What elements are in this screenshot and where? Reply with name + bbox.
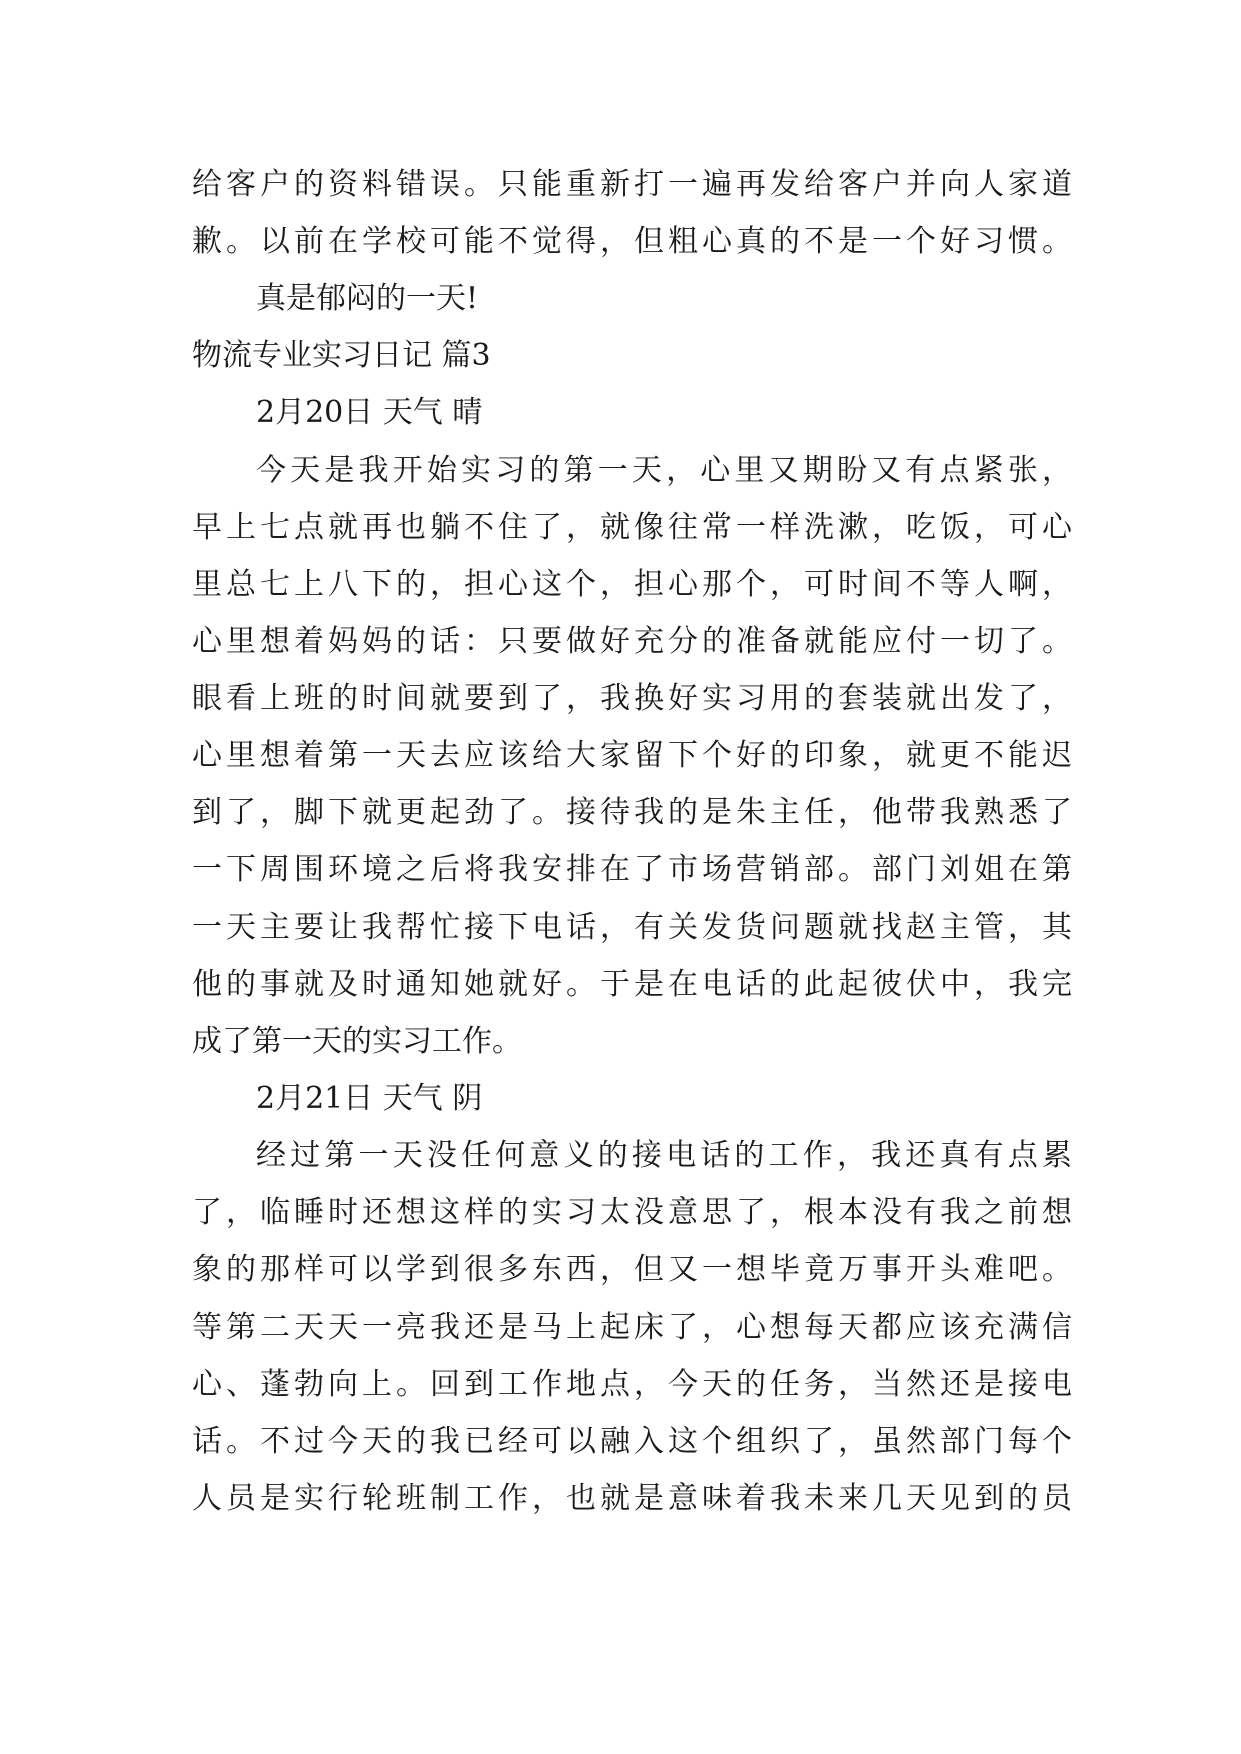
paragraph-line: 成了第一天的实习工作。	[192, 1024, 522, 1059]
paragraph-line: 他的事就及时通知她就好。于是在电话的此起彼伏中，我完	[192, 967, 1072, 1002]
paragraph-line: 心里想着妈妈的话：只要做好充分的准备就能应付一切了。	[192, 624, 1072, 659]
paragraph-line: 人员是实行轮班制工作，也就是意味着我未来几天见到的员	[192, 1481, 1072, 1516]
paragraph-line: 早上七点就再也躺不住了，就像往常一样洗漱，吃饭，可心	[192, 510, 1072, 545]
paragraph-line: 给客户的资料错误。只能重新打一遍再发给客户并向人家道	[192, 167, 1072, 202]
paragraph-line: 经过第一天没任何意义的接电话的工作，我还真有点累	[256, 1138, 1072, 1173]
paragraph-line: 了，临睡时还想这样的实习太没意思了，根本没有我之前想	[192, 1195, 1072, 1230]
paragraph-line: 象的那样可以学到很多东西，但又一想毕竟万事开头难吧。	[192, 1252, 1072, 1287]
paragraph-line: 话。不过今天的我已经可以融入这个组织了，虽然部门每个	[192, 1424, 1072, 1459]
paragraph-line: 一下周围环境之后将我安排在了市场营销部。部门刘姐在第	[192, 852, 1072, 887]
paragraph-line: 一天主要让我帮忙接下电话，有关发货问题就找赵主管，其	[192, 910, 1072, 945]
paragraph-line: 眼看上班的时间就要到了，我换好实习用的套装就出发了，	[192, 681, 1072, 716]
diary-date-line: 2月21日 天气 阴	[256, 1081, 483, 1116]
paragraph-line: 到了，脚下就更起劲了。接待我的是朱主任，他带我熟悉了	[192, 795, 1072, 830]
paragraph-line: 心、蓬勃向上。回到工作地点，今天的任务，当然还是接电	[192, 1367, 1072, 1402]
paragraph-line: 真是郁闷的一天!	[256, 281, 479, 316]
paragraph-line: 今天是我开始实习的第一天，心里又期盼又有点紧张，	[256, 453, 1072, 488]
diary-date-line: 2月20日 天气 晴	[256, 395, 483, 430]
paragraph-line: 歉。以前在学校可能不觉得，但粗心真的不是一个好习惯。	[192, 224, 1072, 259]
paragraph-line: 等第二天天一亮我还是马上起床了，心想每天都应该充满信	[192, 1310, 1072, 1345]
paragraph-line: 里总七上八下的，担心这个，担心那个，可时间不等人啊，	[192, 567, 1072, 602]
paragraph-line: 心里想着第一天去应该给大家留下个好的印象，就更不能迟	[192, 738, 1072, 773]
section-heading: 物流专业实习日记 篇3	[192, 338, 491, 373]
